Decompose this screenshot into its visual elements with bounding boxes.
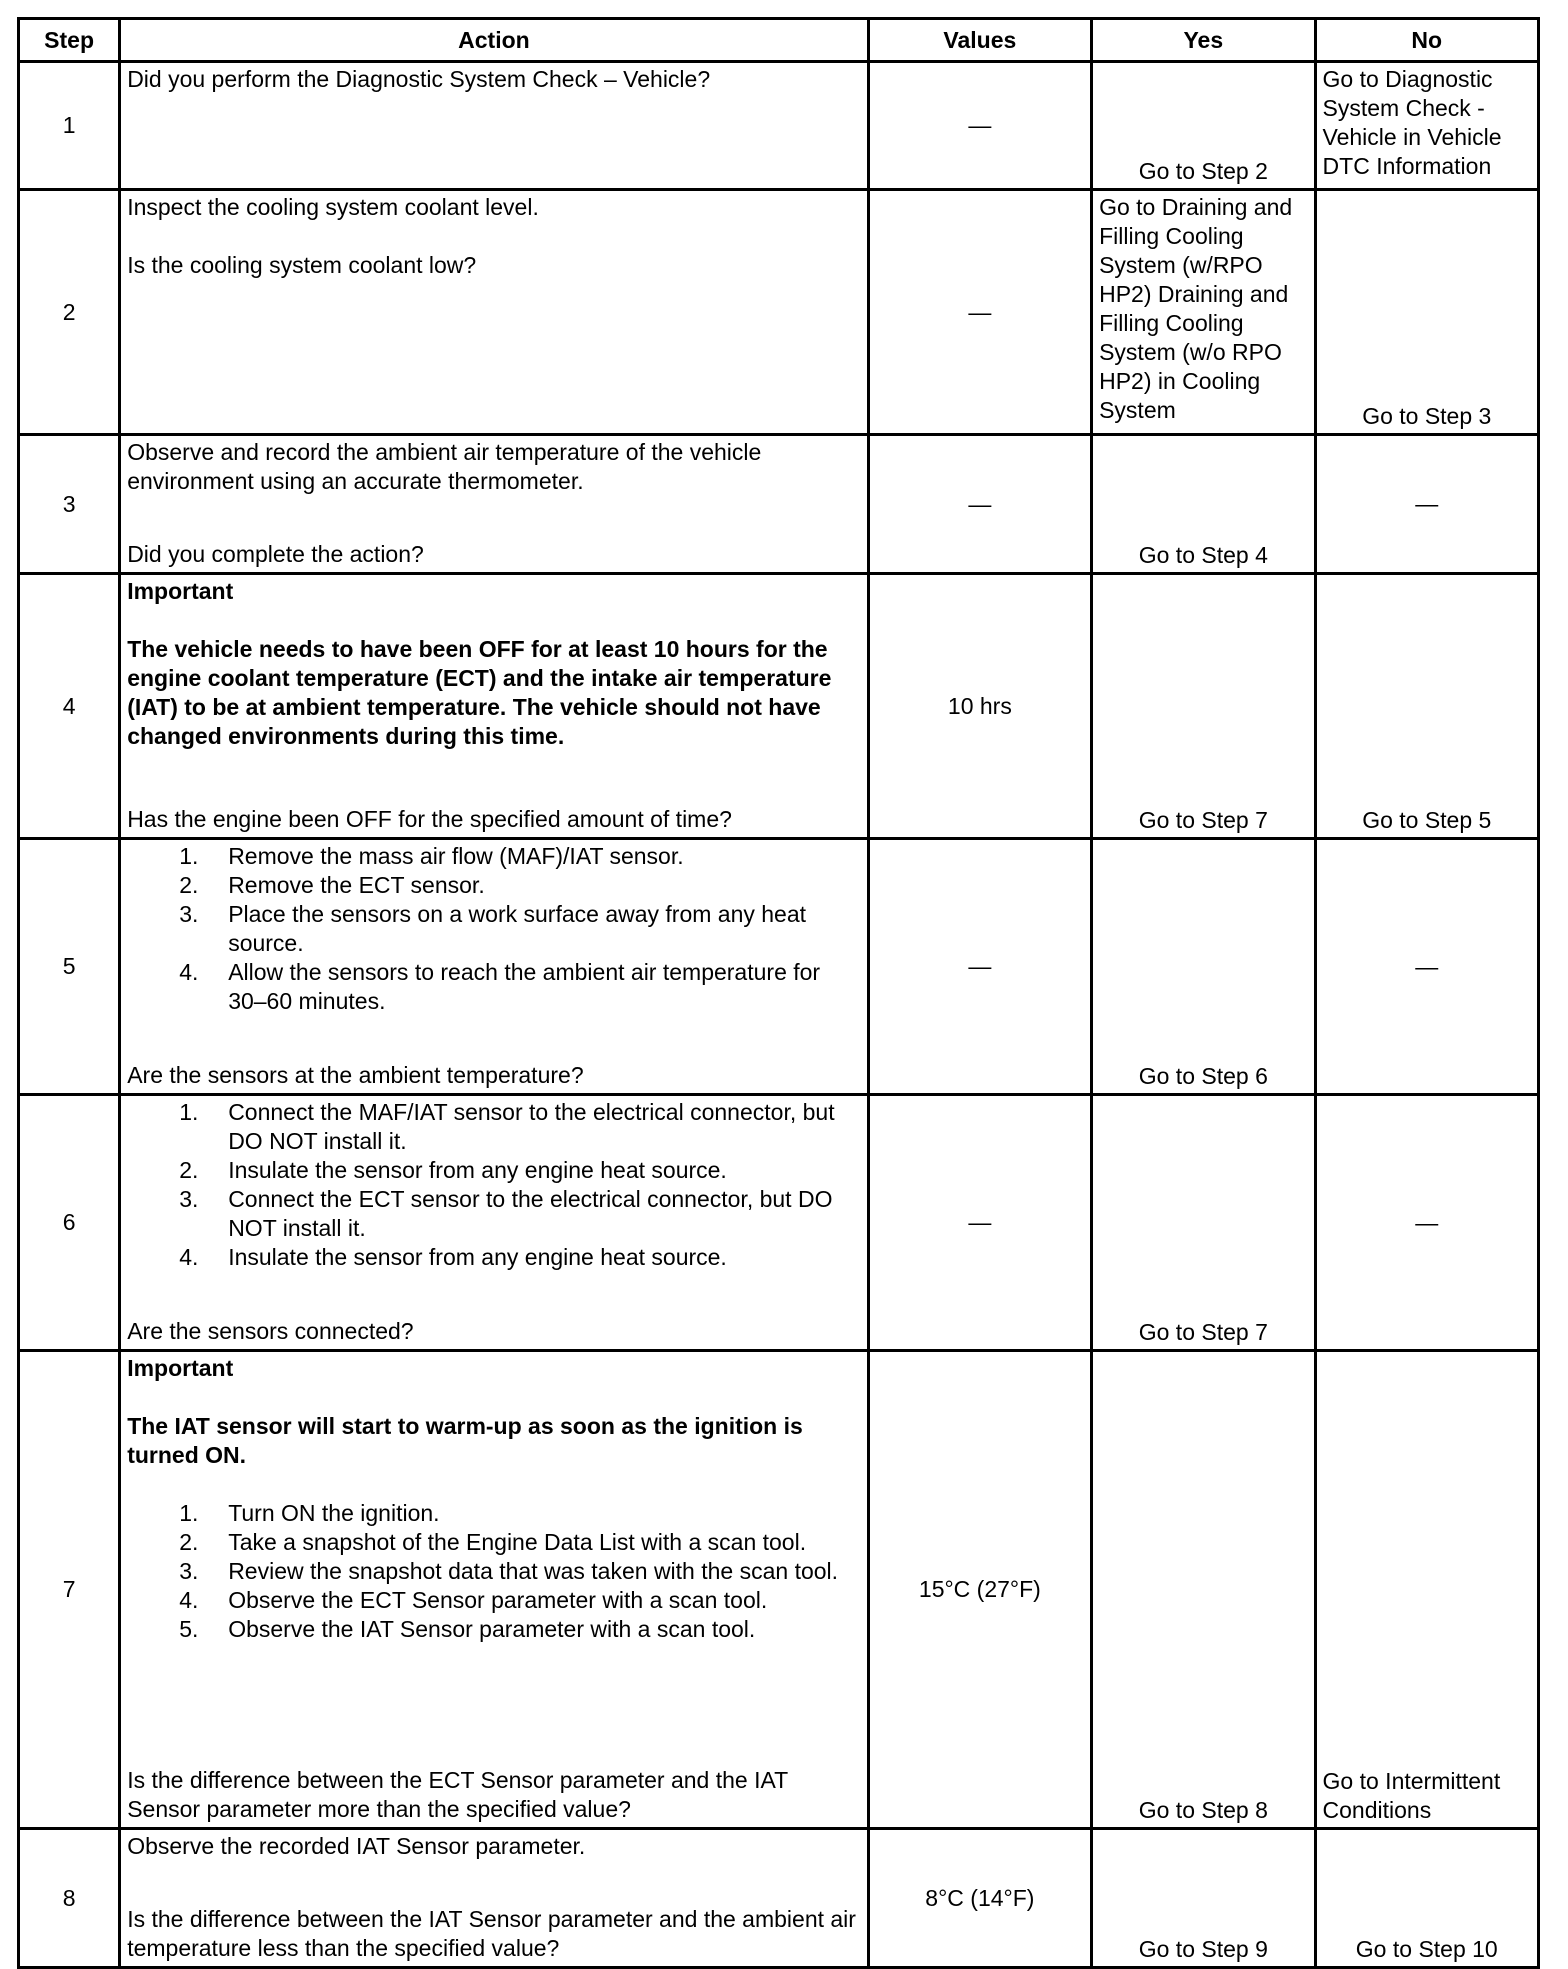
- action-question: Is the difference between the IAT Sensor parameter and the ambient air temperature less than the specified value?: [127, 1906, 856, 1961]
- important-label: Important: [127, 1355, 234, 1381]
- step-number: 3: [19, 435, 120, 574]
- list-item: 3. Review the snapshot data that was taken with the scan tool.: [179, 1558, 839, 1584]
- table-row: [19, 1351, 1539, 1829]
- action-cell: [120, 1095, 868, 1351]
- action-text: Inspect the cooling system coolant level.: [127, 194, 539, 220]
- action-question: Are the sensors connected?: [127, 1318, 414, 1344]
- yes-text: Go to Step 2: [1138, 158, 1268, 184]
- action-cell: [120, 190, 868, 435]
- value-cell: 8°C (14°F): [868, 1829, 1091, 1968]
- procedure-list: [127, 1098, 860, 1272]
- step-number: 4: [19, 574, 120, 839]
- no-text: —: [1415, 1209, 1439, 1235]
- list-item: 2. Remove the ECT sensor.: [179, 872, 485, 898]
- no-cell: [1315, 1829, 1538, 1968]
- list-item: 1. Connect the MAF/IAT sensor to the electrical connector, but DO NOT install it.: [179, 1099, 835, 1154]
- value-cell: —: [868, 1095, 1091, 1351]
- action-text: Did you perform the Diagnostic System Check – Vehicle?: [127, 66, 711, 92]
- yes-cell: [1092, 190, 1315, 435]
- list-item: 2. Insulate the sensor from any engine heat source.: [179, 1157, 727, 1183]
- header-no: No: [1315, 19, 1538, 62]
- diagnostic-table: [17, 17, 1540, 1969]
- no-text: Go to Step 3: [1362, 403, 1492, 429]
- no-text: —: [1415, 490, 1439, 517]
- table-row: [19, 435, 1539, 574]
- header-yes: Yes: [1092, 19, 1315, 62]
- important-label: Important: [127, 578, 234, 604]
- yes-text: Go to Step 4: [1138, 542, 1268, 568]
- no-cell: [1315, 62, 1538, 190]
- no-cell: [1315, 190, 1538, 435]
- yes-cell: [1092, 1095, 1315, 1351]
- list-item: 5. Observe the IAT Sensor parameter with a scan tool.: [179, 1616, 756, 1642]
- procedure-list: [127, 1499, 860, 1644]
- step-number: 2: [19, 190, 120, 435]
- no-cell: [1315, 1351, 1538, 1829]
- no-cell: [1315, 839, 1538, 1095]
- no-text: Go to Step 5: [1362, 807, 1492, 833]
- important-text: The IAT sensor will start to warm-up as soon as the ignition is turned ON.: [127, 1413, 803, 1468]
- action-cell: [120, 574, 868, 839]
- no-cell: [1315, 1095, 1538, 1351]
- list-item: 3. Connect the ECT sensor to the electrical connector, but DO NOT install it.: [179, 1186, 833, 1241]
- step-number: 1: [19, 62, 120, 190]
- value-cell: —: [868, 190, 1091, 435]
- value-cell: 10 hrs: [868, 574, 1091, 839]
- list-item: 1. Turn ON the ignition.: [179, 1500, 440, 1526]
- step-number: 8: [19, 1829, 120, 1968]
- no-cell: [1315, 574, 1538, 839]
- no-text: —: [1415, 953, 1439, 979]
- table-row: [19, 1829, 1539, 1968]
- action-question: Has the engine been OFF for the specified amount of time?: [127, 806, 732, 832]
- value-cell: 15°C (27°F): [868, 1351, 1091, 1829]
- table-row: [19, 190, 1539, 435]
- header-action: Action: [120, 19, 868, 62]
- yes-text: Go to Step 8: [1138, 1797, 1268, 1823]
- step-number: 6: [19, 1095, 120, 1351]
- yes-text: Go to Step 7: [1138, 807, 1268, 833]
- yes-cell: [1092, 1829, 1315, 1968]
- list-item: 1. Remove the mass air flow (MAF)/IAT sensor.: [179, 843, 684, 869]
- value-cell: —: [868, 435, 1091, 574]
- yes-cell: [1092, 839, 1315, 1095]
- no-text: Go to Step 10: [1355, 1936, 1498, 1962]
- yes-text: Go to Step 9: [1138, 1936, 1268, 1962]
- header-values: Values: [868, 19, 1091, 62]
- action-cell: [120, 435, 868, 574]
- action-text: Observe and record the ambient air temperature of the vehicle environment using an accurate thermometer.: [127, 439, 762, 494]
- header-row: [19, 19, 1539, 62]
- action-cell: [120, 62, 868, 190]
- action-question: Did you complete the action?: [127, 541, 424, 567]
- table-row: [19, 62, 1539, 190]
- table-row: [19, 839, 1539, 1095]
- yes-text: Go to Draining and Filling Cooling System (w/RPO HP2) Draining and Filling Cooling System (w/o RPO HP2) in Cooling System: [1099, 194, 1293, 423]
- action-question: Are the sensors at the ambient temperature?: [127, 1062, 584, 1088]
- action-question: Is the difference between the ECT Sensor parameter and the IAT Sensor parameter more than the specified value?: [127, 1767, 788, 1822]
- yes-cell: [1092, 1351, 1315, 1829]
- procedure-list: [127, 842, 860, 1016]
- no-text: Go to Diagnostic System Check - Vehicle in Vehicle DTC Information: [1322, 66, 1502, 179]
- table-row: [19, 574, 1539, 839]
- yes-text: Go to Step 7: [1138, 1319, 1268, 1345]
- action-cell: [120, 839, 868, 1095]
- yes-cell: [1092, 574, 1315, 839]
- no-text: Go to Intermittent Conditions: [1322, 1768, 1501, 1823]
- no-cell: [1315, 435, 1538, 574]
- action-cell: [120, 1829, 868, 1968]
- yes-cell: [1092, 435, 1315, 574]
- list-item: 4. Observe the ECT Sensor parameter with a scan tool.: [179, 1587, 768, 1613]
- list-item: 3. Place the sensors on a work surface away from any heat source.: [179, 901, 807, 956]
- step-number: 5: [19, 839, 120, 1095]
- action-cell: [120, 1351, 868, 1829]
- yes-cell: [1092, 62, 1315, 190]
- action-question: Is the cooling system coolant low?: [127, 252, 477, 278]
- list-item: 4. Allow the sensors to reach the ambient air temperature for 30–60 minutes.: [179, 959, 821, 1014]
- table-row: [19, 1095, 1539, 1351]
- action-text: Observe the recorded IAT Sensor parameter.: [127, 1833, 586, 1859]
- step-number: 7: [19, 1351, 120, 1829]
- list-item: 2. Take a snapshot of the Engine Data List with a scan tool.: [179, 1529, 807, 1555]
- list-item: 4. Insulate the sensor from any engine heat source.: [179, 1244, 727, 1270]
- value-cell: —: [868, 839, 1091, 1095]
- header-step: Step: [19, 19, 120, 62]
- important-text: The vehicle needs to have been OFF for at least 10 hours for the engine coolant temperature (ECT) and the intake air temperature (IAT) to be at ambient temperature. The vehicle should not have changed environments during this time.: [127, 636, 832, 749]
- yes-text: Go to Step 6: [1138, 1063, 1268, 1089]
- value-cell: —: [868, 62, 1091, 190]
